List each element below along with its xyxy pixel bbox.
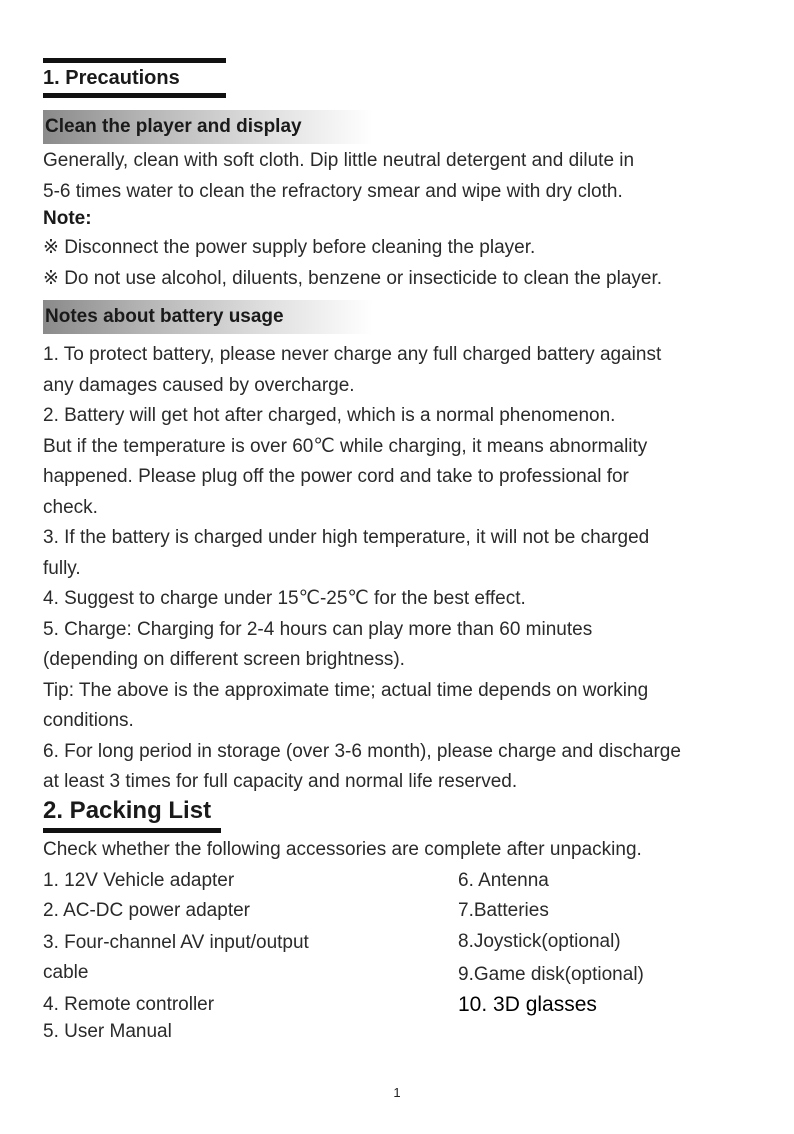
page-number: 1 bbox=[393, 1085, 401, 1100]
packing-item: 7.Batteries bbox=[458, 900, 549, 921]
battery-line: 6. For long period in storage (over 3-6 month), please charge and discharge bbox=[43, 740, 681, 762]
battery-line: happened. Please plug off the power cord and take to professional for bbox=[43, 466, 629, 487]
section2-bottom-rule bbox=[43, 828, 221, 833]
clean-paragraph bbox=[43, 146, 634, 207]
clean-heading: Clean the player and display bbox=[43, 110, 373, 144]
note-item: ※ Do not use alcohol, diluents, benzene or insecticide to clean the player. bbox=[43, 267, 663, 289]
packing-intro: Check whether the following accessories are complete after unpacking. bbox=[43, 839, 642, 860]
packing-item: 2. AC-DC power adapter bbox=[43, 900, 250, 921]
battery-line: 3. If the battery is charged under high temperature, it will not be charged bbox=[43, 527, 650, 548]
section1-bottom-rule bbox=[43, 93, 226, 98]
battery-line: 1. To protect battery, please never charge any full charged battery against bbox=[43, 344, 662, 365]
section1-top-rule bbox=[43, 58, 226, 63]
notes-list bbox=[43, 233, 662, 294]
clean-line: Generally, clean with soft cloth. Dip little neutral detergent and dilute in bbox=[43, 150, 635, 171]
section1-title: 1. Precautions bbox=[43, 67, 180, 89]
battery-line: fully. bbox=[43, 557, 81, 579]
battery-line: 2. Battery will get hot after charged, which is a normal phenomenon. bbox=[43, 405, 616, 426]
packing-item: cable bbox=[43, 962, 89, 983]
battery-heading: Notes about battery usage bbox=[43, 300, 373, 334]
packing-item: 1. 12V Vehicle adapter bbox=[43, 870, 235, 891]
packing-item: 5. User Manual bbox=[43, 1021, 172, 1042]
battery-line: But if the temperature is over 60℃ while charging, it means abnormality bbox=[43, 435, 648, 457]
packing-item: 6. Antenna bbox=[458, 870, 549, 891]
battery-line: 4. Suggest to charge under 15℃-25℃ for the best effect. bbox=[43, 588, 526, 609]
packing-item: 3. Four-channel AV input/output bbox=[43, 932, 309, 953]
clean-line: 5-6 times water to clean the refractory smear and wipe with dry cloth. bbox=[43, 180, 623, 202]
battery-line: Tip: The above is the approximate time; actual time depends on working bbox=[43, 679, 649, 701]
packing-item: 10. 3D glasses bbox=[458, 993, 597, 1016]
battery-line: (depending on different screen brightness). bbox=[43, 649, 405, 670]
note-item: ※ Disconnect the power supply before cleaning the player. bbox=[43, 237, 536, 258]
packing-item: 9.Game disk(optional) bbox=[458, 964, 644, 985]
battery-line: check. bbox=[43, 496, 98, 518]
battery-line: conditions. bbox=[43, 710, 134, 731]
packing-item: 8.Joystick(optional) bbox=[458, 931, 621, 952]
packing-item: 4. Remote controller bbox=[43, 994, 215, 1015]
battery-paragraph bbox=[43, 340, 681, 798]
battery-line: any damages caused by overcharge. bbox=[43, 374, 355, 396]
section2-title: 2. Packing List bbox=[43, 797, 212, 824]
battery-line: 5. Charge: Charging for 2-4 hours can play more than 60 minutes bbox=[43, 618, 593, 640]
note-label: Note: bbox=[43, 208, 92, 229]
battery-line: at least 3 times for full capacity and normal life reserved. bbox=[43, 771, 518, 792]
